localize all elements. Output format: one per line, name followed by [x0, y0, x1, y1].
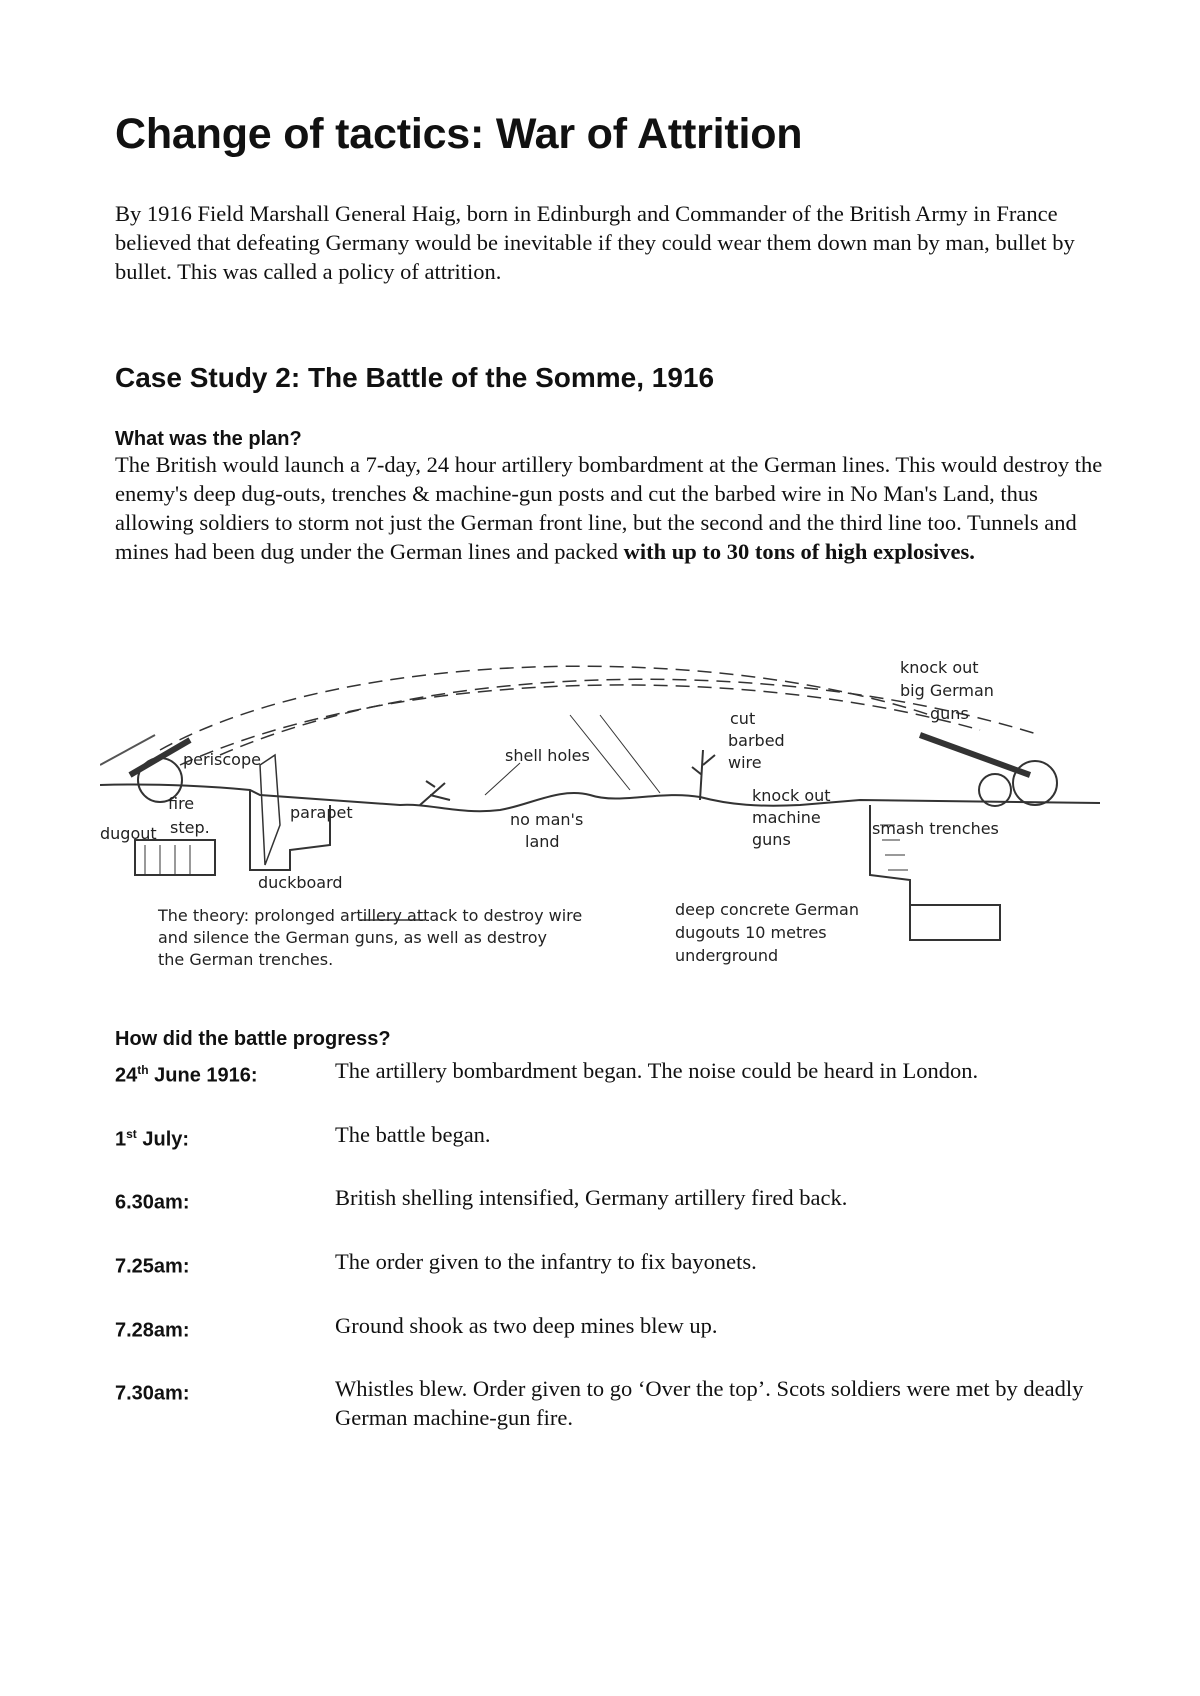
- timeline-row: [115, 1247, 1115, 1282]
- label-knock-out-machine-guns-2: machine: [752, 808, 821, 827]
- timeline-row: [115, 1311, 1115, 1346]
- label-cut: cut: [730, 709, 756, 728]
- label-deep-dugouts-3: underground: [675, 946, 779, 965]
- label-duckboard: duckboard: [258, 873, 343, 892]
- label-knock-out-big-guns-3: guns: [930, 704, 969, 723]
- shell-arc-1: [160, 666, 930, 750]
- label-no-mans-land-2: land: [525, 832, 560, 851]
- timeline-text: Whistles blew. Order given to go ‘Over the top’. Scots soldiers were met by deadly German machine-gun fire.: [335, 1376, 1084, 1431]
- label-knock-out-machine-guns-1: knock out: [752, 786, 831, 805]
- label-step: step.: [170, 818, 210, 837]
- timeline-date: 24th June 1916:: [115, 1063, 258, 1087]
- british-gun-drawing: [100, 735, 190, 802]
- plan-heading: What was the plan?: [115, 428, 302, 450]
- timeline-text: Ground shook as two deep mines blew up.: [335, 1312, 718, 1338]
- label-shell-holes: shell holes: [505, 746, 590, 765]
- label-knock-out-big-guns-2: big German: [900, 681, 994, 700]
- timeline-date: 7.25am:: [115, 1255, 190, 1278]
- timeline: [115, 1056, 1115, 1461]
- plan-paragraph: [115, 450, 1115, 566]
- label-wire: wire: [728, 753, 762, 772]
- timeline-row: [115, 1374, 1115, 1432]
- label-parapet: parapet: [290, 803, 353, 822]
- timeline-text: British shelling intensified, Germany artillery fired back.: [335, 1185, 848, 1211]
- label-deep-dugouts-1: deep concrete German: [675, 900, 859, 919]
- plan-text: The British would launch a 7-day, 24 hour artillery bombardment at the German lines. This would destroy the enemy's deep dug-outs, trenches & machine-gun posts and cut the barbed wire in No Man's Land, thus allowing soldiers to storm not just the German front line, but the second and the third line too. Tunnels and mines had been dug under the German lines and packed: [115, 452, 1103, 564]
- timeline-date: 1st July:: [115, 1126, 190, 1151]
- case-study-title: Case Study 2: The Battle of the Somme, 1916: [115, 362, 715, 393]
- timeline-date: 6.30am:: [115, 1191, 190, 1214]
- timeline-date: 7.30am:: [115, 1382, 190, 1405]
- timeline-text: The battle began.: [335, 1121, 491, 1147]
- intro-paragraph: By 1916 Field Marshall General Haig, born in Edinburgh and Commander of the British Army in France believed that defeating Germany would be inevitable if they could wear them down man by man, bullet by bullet. This was called a policy of attrition.: [115, 201, 1075, 284]
- timeline-text: The artillery bombardment began. The noise could be heard in London.: [335, 1058, 979, 1083]
- timeline-row: [115, 1056, 1115, 1091]
- label-knock-out-machine-guns-3: guns: [752, 830, 791, 849]
- page-title: Change of tactics: War of Attrition: [115, 110, 803, 158]
- timeline-date: 7.28am:: [115, 1319, 190, 1342]
- label-theory-3: the German trenches.: [158, 950, 334, 969]
- timeline-row: [115, 1120, 1115, 1155]
- label-theory-2: and silence the German guns, as well as destroy: [158, 928, 548, 947]
- tree-stump-drawing: [692, 750, 715, 800]
- label-knock-out-big-guns-1: knock out: [900, 658, 979, 677]
- label-dugout: dugout: [100, 824, 157, 843]
- timeline-text: The order given to the infantry to fix bayonets.: [335, 1248, 757, 1274]
- label-smash-trenches: smash trenches: [872, 819, 999, 838]
- label-no-mans-land-1: no man's: [510, 810, 584, 829]
- german-gun-drawing: [920, 735, 1057, 806]
- progress-heading: How did the battle progress?: [115, 1028, 391, 1050]
- timeline-row: [115, 1183, 1115, 1218]
- label-fire: fire: [168, 794, 195, 813]
- barbed-wire-drawing: [420, 781, 450, 805]
- label-periscope: periscope: [183, 750, 261, 769]
- label-barbed: barbed: [728, 731, 785, 750]
- battle-diagram: [100, 655, 1100, 1005]
- plan-bold-text: with up to 30 tons of high explosives.: [623, 539, 975, 564]
- label-deep-dugouts-2: dugouts 10 metres: [675, 923, 827, 942]
- label-theory-1: The theory: prolonged artillery attack to destroy wire: [158, 906, 583, 925]
